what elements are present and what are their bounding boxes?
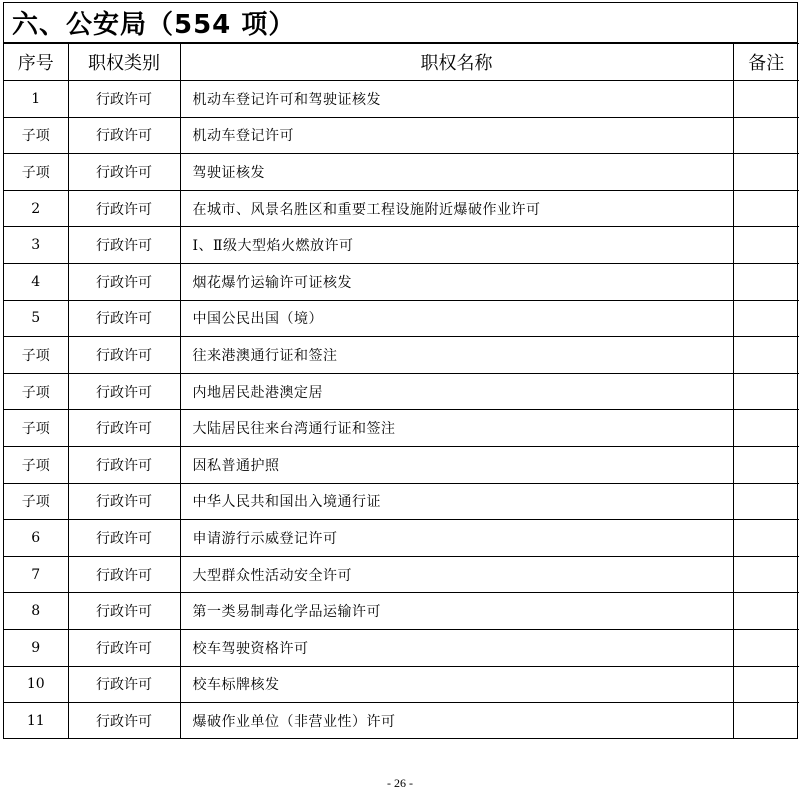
serial-number-cell: 4: [4, 263, 68, 300]
remarks-cell: [733, 81, 799, 118]
power-category-cell: 行政许可: [68, 227, 180, 264]
remarks-cell: [733, 190, 799, 227]
power-category-cell: 行政许可: [68, 703, 180, 739]
serial-number-cell: 1: [4, 81, 68, 118]
power-category-cell: 行政许可: [68, 154, 180, 191]
serial-number-cell: 3: [4, 227, 68, 264]
table-row: [4, 263, 799, 300]
serial-number-cell: 子项: [4, 117, 68, 154]
remarks-cell: [733, 410, 799, 447]
header-remarks: 备注: [733, 44, 799, 81]
table-row: [4, 300, 799, 337]
serial-number-cell: 9: [4, 629, 68, 666]
serial-number-cell: 子项: [4, 483, 68, 520]
power-name-cell: 机动车登记许可: [180, 117, 733, 154]
power-name-cell: 第一类易制毒化学品运输许可: [180, 593, 733, 630]
table-row: [4, 556, 799, 593]
serial-number-cell: 10: [4, 666, 68, 703]
power-category-cell: 行政许可: [68, 117, 180, 154]
power-category-cell: 行政许可: [68, 483, 180, 520]
serial-number-cell: 子项: [4, 337, 68, 374]
serial-number-cell: 子项: [4, 373, 68, 410]
power-name-cell: 内地居民赴港澳定居: [180, 373, 733, 410]
remarks-cell: [733, 520, 799, 557]
power-name-cell: Ⅰ、Ⅱ级大型焰火燃放许可: [180, 227, 733, 264]
remarks-cell: [733, 703, 799, 739]
table-row: [4, 81, 799, 118]
table-row: [4, 410, 799, 447]
serial-number-cell: 子项: [4, 154, 68, 191]
table-row: [4, 520, 799, 557]
serial-number-cell: 11: [4, 703, 68, 739]
table-row: [4, 593, 799, 630]
power-category-cell: 行政许可: [68, 337, 180, 374]
power-category-cell: 行政许可: [68, 629, 180, 666]
header-power-category: 职权类别: [68, 44, 180, 81]
serial-number-cell: 6: [4, 520, 68, 557]
table-row: [4, 703, 799, 739]
serial-number-cell: 子项: [4, 410, 68, 447]
remarks-cell: [733, 593, 799, 630]
power-category-cell: 行政许可: [68, 300, 180, 337]
table-row: [4, 373, 799, 410]
table-row: [4, 337, 799, 374]
remarks-cell: [733, 337, 799, 374]
power-name-cell: 爆破作业单位（非营业性）许可: [180, 703, 733, 739]
table-row: [4, 666, 799, 703]
power-category-cell: 行政许可: [68, 666, 180, 703]
power-name-cell: 校车驾驶资格许可: [180, 629, 733, 666]
table-header-row: [4, 44, 799, 81]
power-category-cell: 行政许可: [68, 446, 180, 483]
serial-number-cell: 2: [4, 190, 68, 227]
power-category-cell: 行政许可: [68, 81, 180, 118]
table-row: [4, 446, 799, 483]
serial-number-cell: 子项: [4, 446, 68, 483]
table-row: [4, 483, 799, 520]
power-name-cell: 大陆居民往来台湾通行证和签注: [180, 410, 733, 447]
remarks-cell: [733, 263, 799, 300]
power-name-cell: 在城市、风景名胜区和重要工程设施附近爆破作业许可: [180, 190, 733, 227]
serial-number-cell: 8: [4, 593, 68, 630]
power-category-cell: 行政许可: [68, 190, 180, 227]
serial-number-cell: 7: [4, 556, 68, 593]
remarks-cell: [733, 373, 799, 410]
section-title: 六、公安局（554 项）: [4, 3, 797, 43]
remarks-cell: [733, 117, 799, 154]
power-category-cell: 行政许可: [68, 263, 180, 300]
table-row: [4, 117, 799, 154]
power-category-cell: 行政许可: [68, 520, 180, 557]
header-serial-number: 序号: [4, 44, 68, 81]
table-row: [4, 190, 799, 227]
power-name-cell: 大型群众性活动安全许可: [180, 556, 733, 593]
power-category-cell: 行政许可: [68, 410, 180, 447]
remarks-cell: [733, 629, 799, 666]
remarks-cell: [733, 227, 799, 264]
header-power-name: 职权名称: [180, 44, 733, 81]
powers-table: [4, 43, 799, 739]
table-row: [4, 154, 799, 191]
table-row: [4, 227, 799, 264]
power-name-cell: 中华人民共和国出入境通行证: [180, 483, 733, 520]
power-name-cell: 中国公民出国（境）: [180, 300, 733, 337]
table-row: [4, 629, 799, 666]
page-number: - 26 -: [387, 776, 413, 790]
power-category-cell: 行政许可: [68, 556, 180, 593]
power-name-cell: 烟花爆竹运输许可证核发: [180, 263, 733, 300]
power-name-cell: 机动车登记许可和驾驶证核发: [180, 81, 733, 118]
power-name-cell: 因私普通护照: [180, 446, 733, 483]
power-category-cell: 行政许可: [68, 593, 180, 630]
remarks-cell: [733, 556, 799, 593]
remarks-cell: [733, 666, 799, 703]
remarks-cell: [733, 483, 799, 520]
power-name-cell: 驾驶证核发: [180, 154, 733, 191]
power-name-cell: 申请游行示威登记许可: [180, 520, 733, 557]
power-name-cell: 往来港澳通行证和签注: [180, 337, 733, 374]
serial-number-cell: 5: [4, 300, 68, 337]
powers-table-container: [3, 2, 798, 739]
power-category-cell: 行政许可: [68, 373, 180, 410]
remarks-cell: [733, 446, 799, 483]
power-name-cell: 校车标牌核发: [180, 666, 733, 703]
remarks-cell: [733, 300, 799, 337]
remarks-cell: [733, 154, 799, 191]
